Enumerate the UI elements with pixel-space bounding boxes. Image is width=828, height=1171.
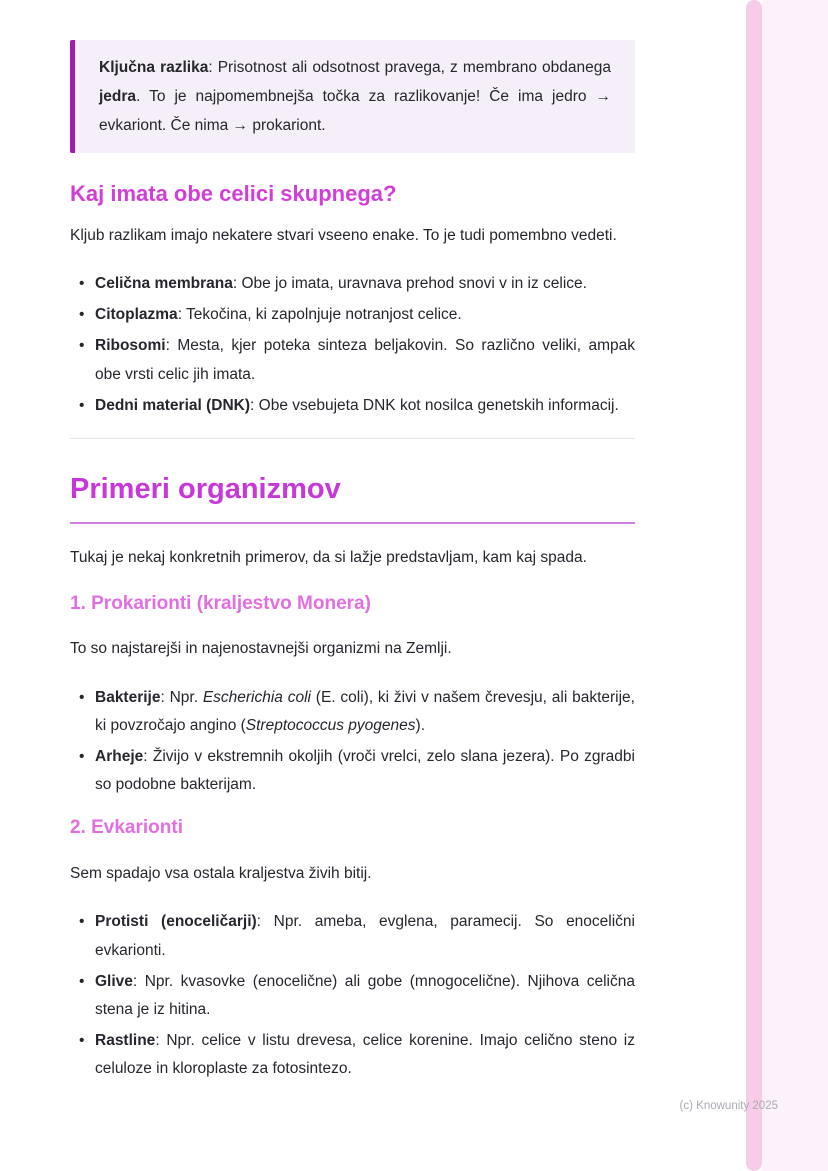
notes-document xyxy=(70,0,635,1102)
subheading-prokaryotes: 1. Prokarionti (kraljestvo Monera) xyxy=(70,592,371,614)
subheading-eukaryotes: 2. Evkarionti xyxy=(70,817,183,839)
key-difference-callout xyxy=(70,40,635,153)
list-item: • Arheje: Živijo v ekstremnih okoljih (vroči vrelci, zelo slana jezera). Po zgradbi so podobne bakterijam. xyxy=(70,743,635,799)
copyright-note: (c) Knowunity 2025 xyxy=(679,1100,778,1112)
list-item: • Celična membrana: Obe jo imata, uravnava prehod snovi v in iz celice. xyxy=(70,270,635,298)
section-heading-common: Kaj imata obe celici skupnega? xyxy=(70,181,397,207)
decorative-pink-stripe xyxy=(746,0,762,1171)
examples-intro-paragraph: Tukaj je nekaj konkretnih primerov, da si lažje predstavljam, kam kaj spada. xyxy=(70,549,587,567)
eukaryotes-intro-paragraph: Sem spadajo vsa ostala kraljestva živih bitij. xyxy=(70,865,372,883)
list-item: • Bakterije: Npr. Escherichia coli (E. coli), ki živi v našem črevesju, ali bakterije, ki povzročajo angino (Streptococcus pyogenes). xyxy=(70,684,635,740)
common-features-list xyxy=(70,270,635,420)
list-item: • Ribosomi: Mesta, kjer poteka sinteza beljakovin. So različno veliki, ampak obe vrsti celic jih imata. xyxy=(70,332,635,388)
common-intro-paragraph: Kljub razlikam imajo nekatere stvari vseeno enake. To je tudi pomembno vedeti. xyxy=(70,226,617,244)
prokaryotes-intro-paragraph: To so najstarejši in najenostavnejši organizmi na Zemlji. xyxy=(70,640,452,658)
list-item: • Citoplazma: Tekočina, ki zapolnjuje notranjost celice. xyxy=(70,301,635,329)
prokaryotes-list xyxy=(70,684,635,800)
list-item: • Glive: Npr. kvasovke (enocelične) ali gobe (mnogocelične). Njihova celična stena je iz hitina. xyxy=(70,968,635,1024)
list-item: • Rastline: Npr. celice v listu drevesa, celice korenine. Imajo celično steno iz celuloze in kloroplaste za fotosintezo. xyxy=(70,1027,635,1083)
eukaryotes-list xyxy=(70,908,635,1083)
list-item: • Protisti (enoceličarji): Npr. ameba, evglena, paramecij. So enocelični evkarionti. xyxy=(70,908,635,964)
section-title-examples: Primeri organizmov xyxy=(70,473,635,524)
list-item: • Dedni material (DNK): Obe vsebujeta DNK kot nosilca genetskih informacij. xyxy=(70,392,635,420)
section-divider xyxy=(70,438,635,439)
page-right-margin xyxy=(762,0,828,1171)
callout-text: Ključna razlika: Prisotnost ali odsotnost pravega, z membrano obdanega jedra. To je najpomembnejša točka za razlikovanje! Če ima jedro → evkariont. Če nima → prokariont. xyxy=(99,59,611,135)
